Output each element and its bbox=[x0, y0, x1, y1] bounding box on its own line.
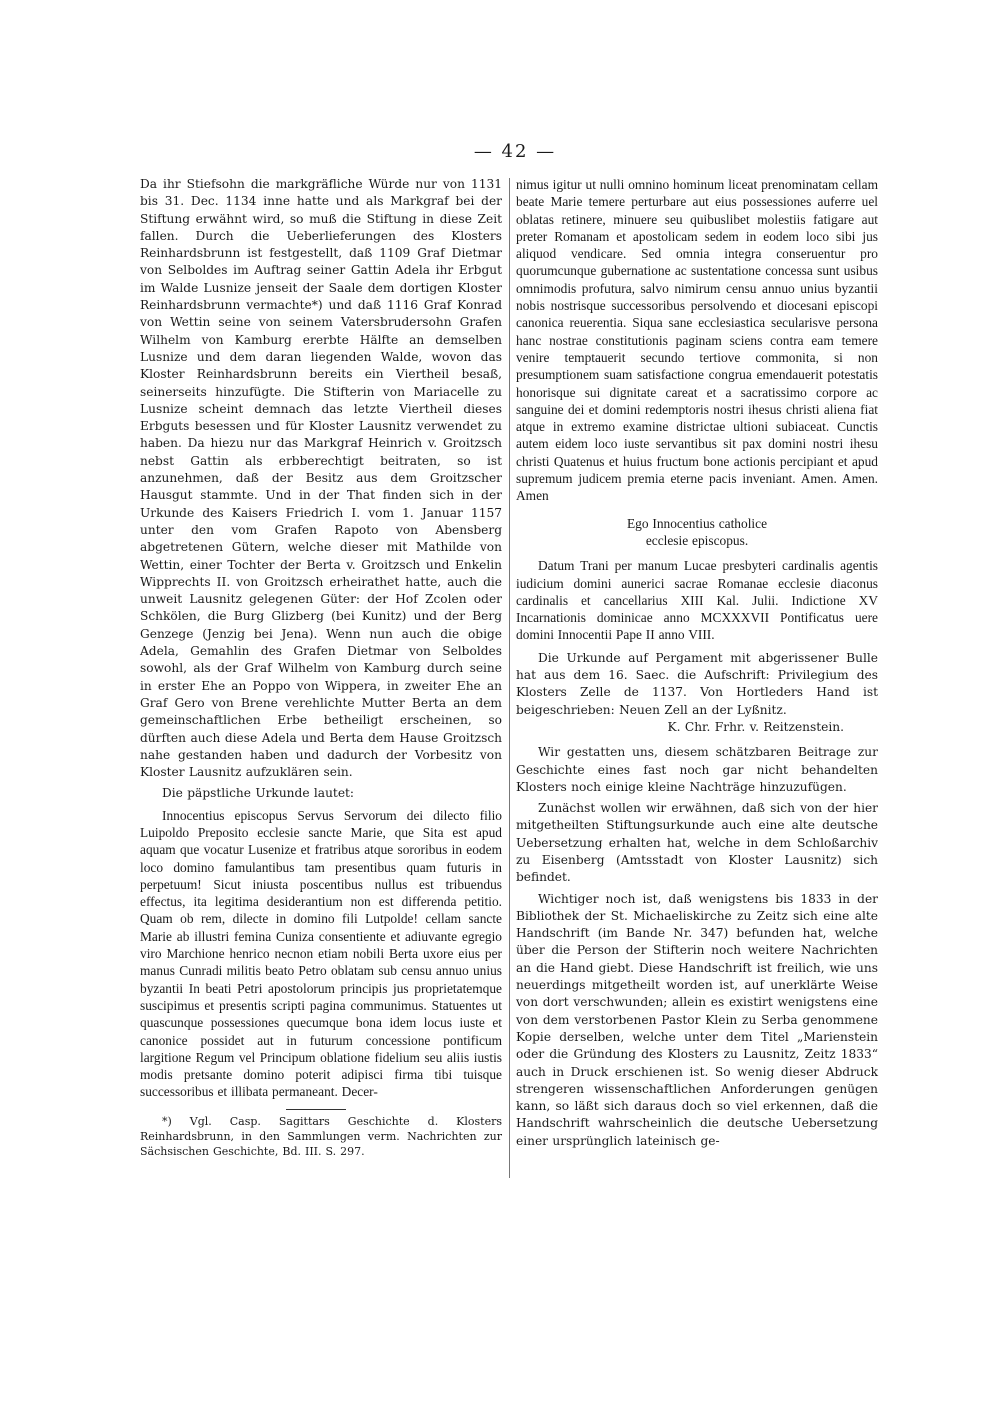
right-column bbox=[516, 176, 878, 1150]
body-paragraph: Die Urkunde auf Pergament mit abgerissener Bulle hat aus dem 16. Saec. die Aufschrift: Privilegium des Klosters Zelle de 1137. Von Hortleders Hand ist beigeschrieben: Neuen Zell an der Lyßnitz. bbox=[516, 650, 878, 717]
body-paragraph: Wichtiger noch ist, daß wenigstens bis 1833 in der Bibliothek der St. Michaeliskirche zu Zeitz sich eine alte Handschrift (im Bande Nr. 347) befunden hat, welche über die Person der Stifterin noch weitere Nachrichten an die Hand giebt. Diese Handschrift ist freilich, wie uns neuerdings mitgetheilt worden ist, auf unerklärte Weise von dort verschwunden; allein es existirt wenigstens eine von dem verstorbenen Pastor Klein zu Serba genommene Kopie derselben, welche unter dem Titel „Marienstein oder die Gründung des Klosters zu Lausnitz, Zeitz 1833“ auch in Druck erschienen ist. So wenig dieser Abdruck strengeren wissenschaftlichen Anforderungen genügen kann, so läßt sich daraus doch so viel erkennen, daß die Handschrift wahrscheinlich die deutsche Uebersetzung einer ursprünglich lateinisch ge- bbox=[516, 891, 878, 1148]
footnote bbox=[140, 1114, 502, 1159]
body-paragraph: Zunächst wollen wir erwähnen, daß sich von der hier mitgetheilten Stiftungsurkunde auch eine alte deutsche Uebersetzung erhalten hat, welche in dem Schloßarchiv zu Eisenberg (Amtsstadt von Kloster Lausnitz) sich befindet. bbox=[516, 801, 878, 885]
dating-clause: Datum Trani per manum Lucae presbyteri cardinalis agentis iudicium domini aunerici sacrae Romanae ecclesie diaconus cardinalis et cancellarius XIII Kal. Julii. Indictione XV Incarnationis dominicae anno MCXXXVII Pontificatus uere domini Innocentii Pape II anno VIII. bbox=[516, 558, 878, 643]
footnote-text: *) Vgl. Casp. Sagittars Geschichte d. Klosters Reinhardsbrunn, in den Sammlungen verm. Nachrichten zur Sächsischen Geschichte, Bd. III. S. 297. bbox=[140, 1114, 502, 1158]
body-paragraph: Wir gestatten uns, diesem schätzbaren Beitrage zur Geschichte eines fast noch gar nicht behandelten Klosters noch einige kleine Nachträge hinzuzufügen. bbox=[516, 745, 878, 794]
signature-line: ecclesie episcopus. bbox=[645, 532, 749, 548]
signature-line: Ego Innocentius catholice bbox=[626, 515, 768, 531]
author-signature: K. Chr. Frhr. v. Reitzenstein. bbox=[667, 719, 844, 734]
footnote-separator bbox=[286, 1109, 346, 1110]
body-paragraph: Die päpstliche Urkunde lautet: bbox=[162, 786, 355, 801]
left-column bbox=[140, 176, 502, 1159]
page-number: — 42 — bbox=[473, 141, 557, 162]
latin-charter-text: nimus igitur ut nulli omnino hominum liceat prenominatam cellam beate Marie temere perturbare aut eius possessiones auferre uel oblatas retinere, minuere seu quibuslibet molestiis fatigare aut preter Romanam et apostolicam sedem in eodem loco sibi jus aliquod vendicare. Sed omnia integra conseruentur pro quorumcunque gubernatione ac sustentatione concessa sunt usibus omnimodis profutura, salvo nimirum censu annuo unius byzantii nobis nostrisque successoribus persolvendo et diocesani episcopi canonica reuerentia. Siqua sane ecclesiastica secularisve persona hanc nostrae constitutionis paginam sciens contra eam temere venire temptauerit secundo tertiove commonita, si non presumptionem suam satisfactione congrua emendauerit potestatis honorisque sui dignitate careat et a sacratissimo corpore ac sanguine dei et domini redemptoris nostri ihesus christi aliena fiat atque in extremo examine districtae ultioni subiaceat. Cunctis autem eidem loco iuste servantibus sit pax domini nostri ihesu christi Quatenus et huius fructum bone actionis percipiant et apud supremum judicem premia eterne pacis inveniant. Amen. Amen. Amen bbox=[516, 177, 878, 504]
column-divider bbox=[509, 178, 510, 1178]
body-paragraph: Da ihr Stiefsohn die markgräfliche Würde nur von 1131 bis 31. Dec. 1134 inne hatte und als Markgraf bei der Stiftung erwähnt wird, so muß die Stiftung in diese Zeit fallen. Durch die Ueberlieferungen des Klosters Reinhardsbrunn ist festgestellt, daß 1109 Graf Dietmar von Selboldes im Auftrag seiner Gattin Adela ihr Erbgut im Walde Lusnize jenseit der Saale dem dortigen Kloster Reinhardsbrunn vermachte*) und daß 1116 Graf Konrad von Wettin seine von seinem Vatersbrudersohn Grafen Wilhelm von Kamburg ererbte Hälfte an demselben Lusnize und dem daran liegenden Walde, wovon das Kloster Reinhardsbrunn bereits ein Viertheil besaß, seinerseits hinzufügte. Die Stifterin von Mariacelle zu Lusnize scheint demnach das letzte Viertheil dieses Erbguts besessen und für Kloster Lausnitz verwendet zu haben. Da hiezu nur das Markgraf Heinrich v. Groitzsch nebst Gattin als erbberechtigt beitraten, so ist anzunehmen, daß der Besitz aus dem Groitzscher Hausgut stammte. Und in der That finden sich in der Urkunde des Kaisers Friedrich I. vom 1. Januar 1157 unter den vom Grafen Rapoto von Abensberg abgetretenen Gütern, welche dieser mit Mathilde von Wettin, einer Tochter der Berta v. Groitzsch und Enkelin Wipprechts II. von Groitzsch erheirathet hatte, auch die unweit Lausnitz gelegenen Güter: der Hof Zcolen oder Schkölen, die Burg Glizberg (bei Kunitz) und der Berg Genzege (Jenzig bei Jena). Wenn nun auch die obige Adela, Gemahlin des Grafen Dietmar von Selboldes sowohl, als der Graf Wilhelm von Kamburg durch seine in erster Ehe an Poppo von Wippera, in zweiter Ehe an Graf Gero von Brene verehlichte Mutter Berta an dem gemeinschaftlichen Erbe betheiligt erscheinen, so dürften auch diese Adela und Berta dem Hause Groitzsch nahe gestanden haben und dadurch der Vorbesitz von Kloster Lausnitz aufzuklären sein. bbox=[140, 177, 502, 780]
latin-charter-text: Innocentius episcopus Servus Servorum dei dilecto filio Luipoldo Preposito ecclesie sancte Marie, que Sita est apud aquam que vocatur Lusenize et fratribus atque sororibus in eodem loco domino famulantibus tam presentibus quam futuris in perpetuum! Sicut iniusta poscentibus nullus est tribuendus effectus, ita legitima desiderantium non est differenda petitio. Quam ob rem, dilecte in domino fili Lutpolde! cellam sancte Marie ab illustri femina Cuniza consentiente et adiuvante egregio viro Marchione henrico necnon etiam nobili Berta uxore eius per manus Cunradi militis beato Petro oblatam sub censu annuo unius byzantii In beati Petri apostolorum principis jus proprietatemque suscipimus et presentis scripti pagina communimus. Statuentes ut quascunque possessiones quecumque bona idem locus iuste et canonice possidet aut in futurum concessione pontificum largitione Regum vel Principum oblatione fidelium seu aliis iustis modis pretsante domino poterit adipisci firma tibi tuisque successoribus et illibata permaneant. Decer- bbox=[140, 807, 502, 1100]
